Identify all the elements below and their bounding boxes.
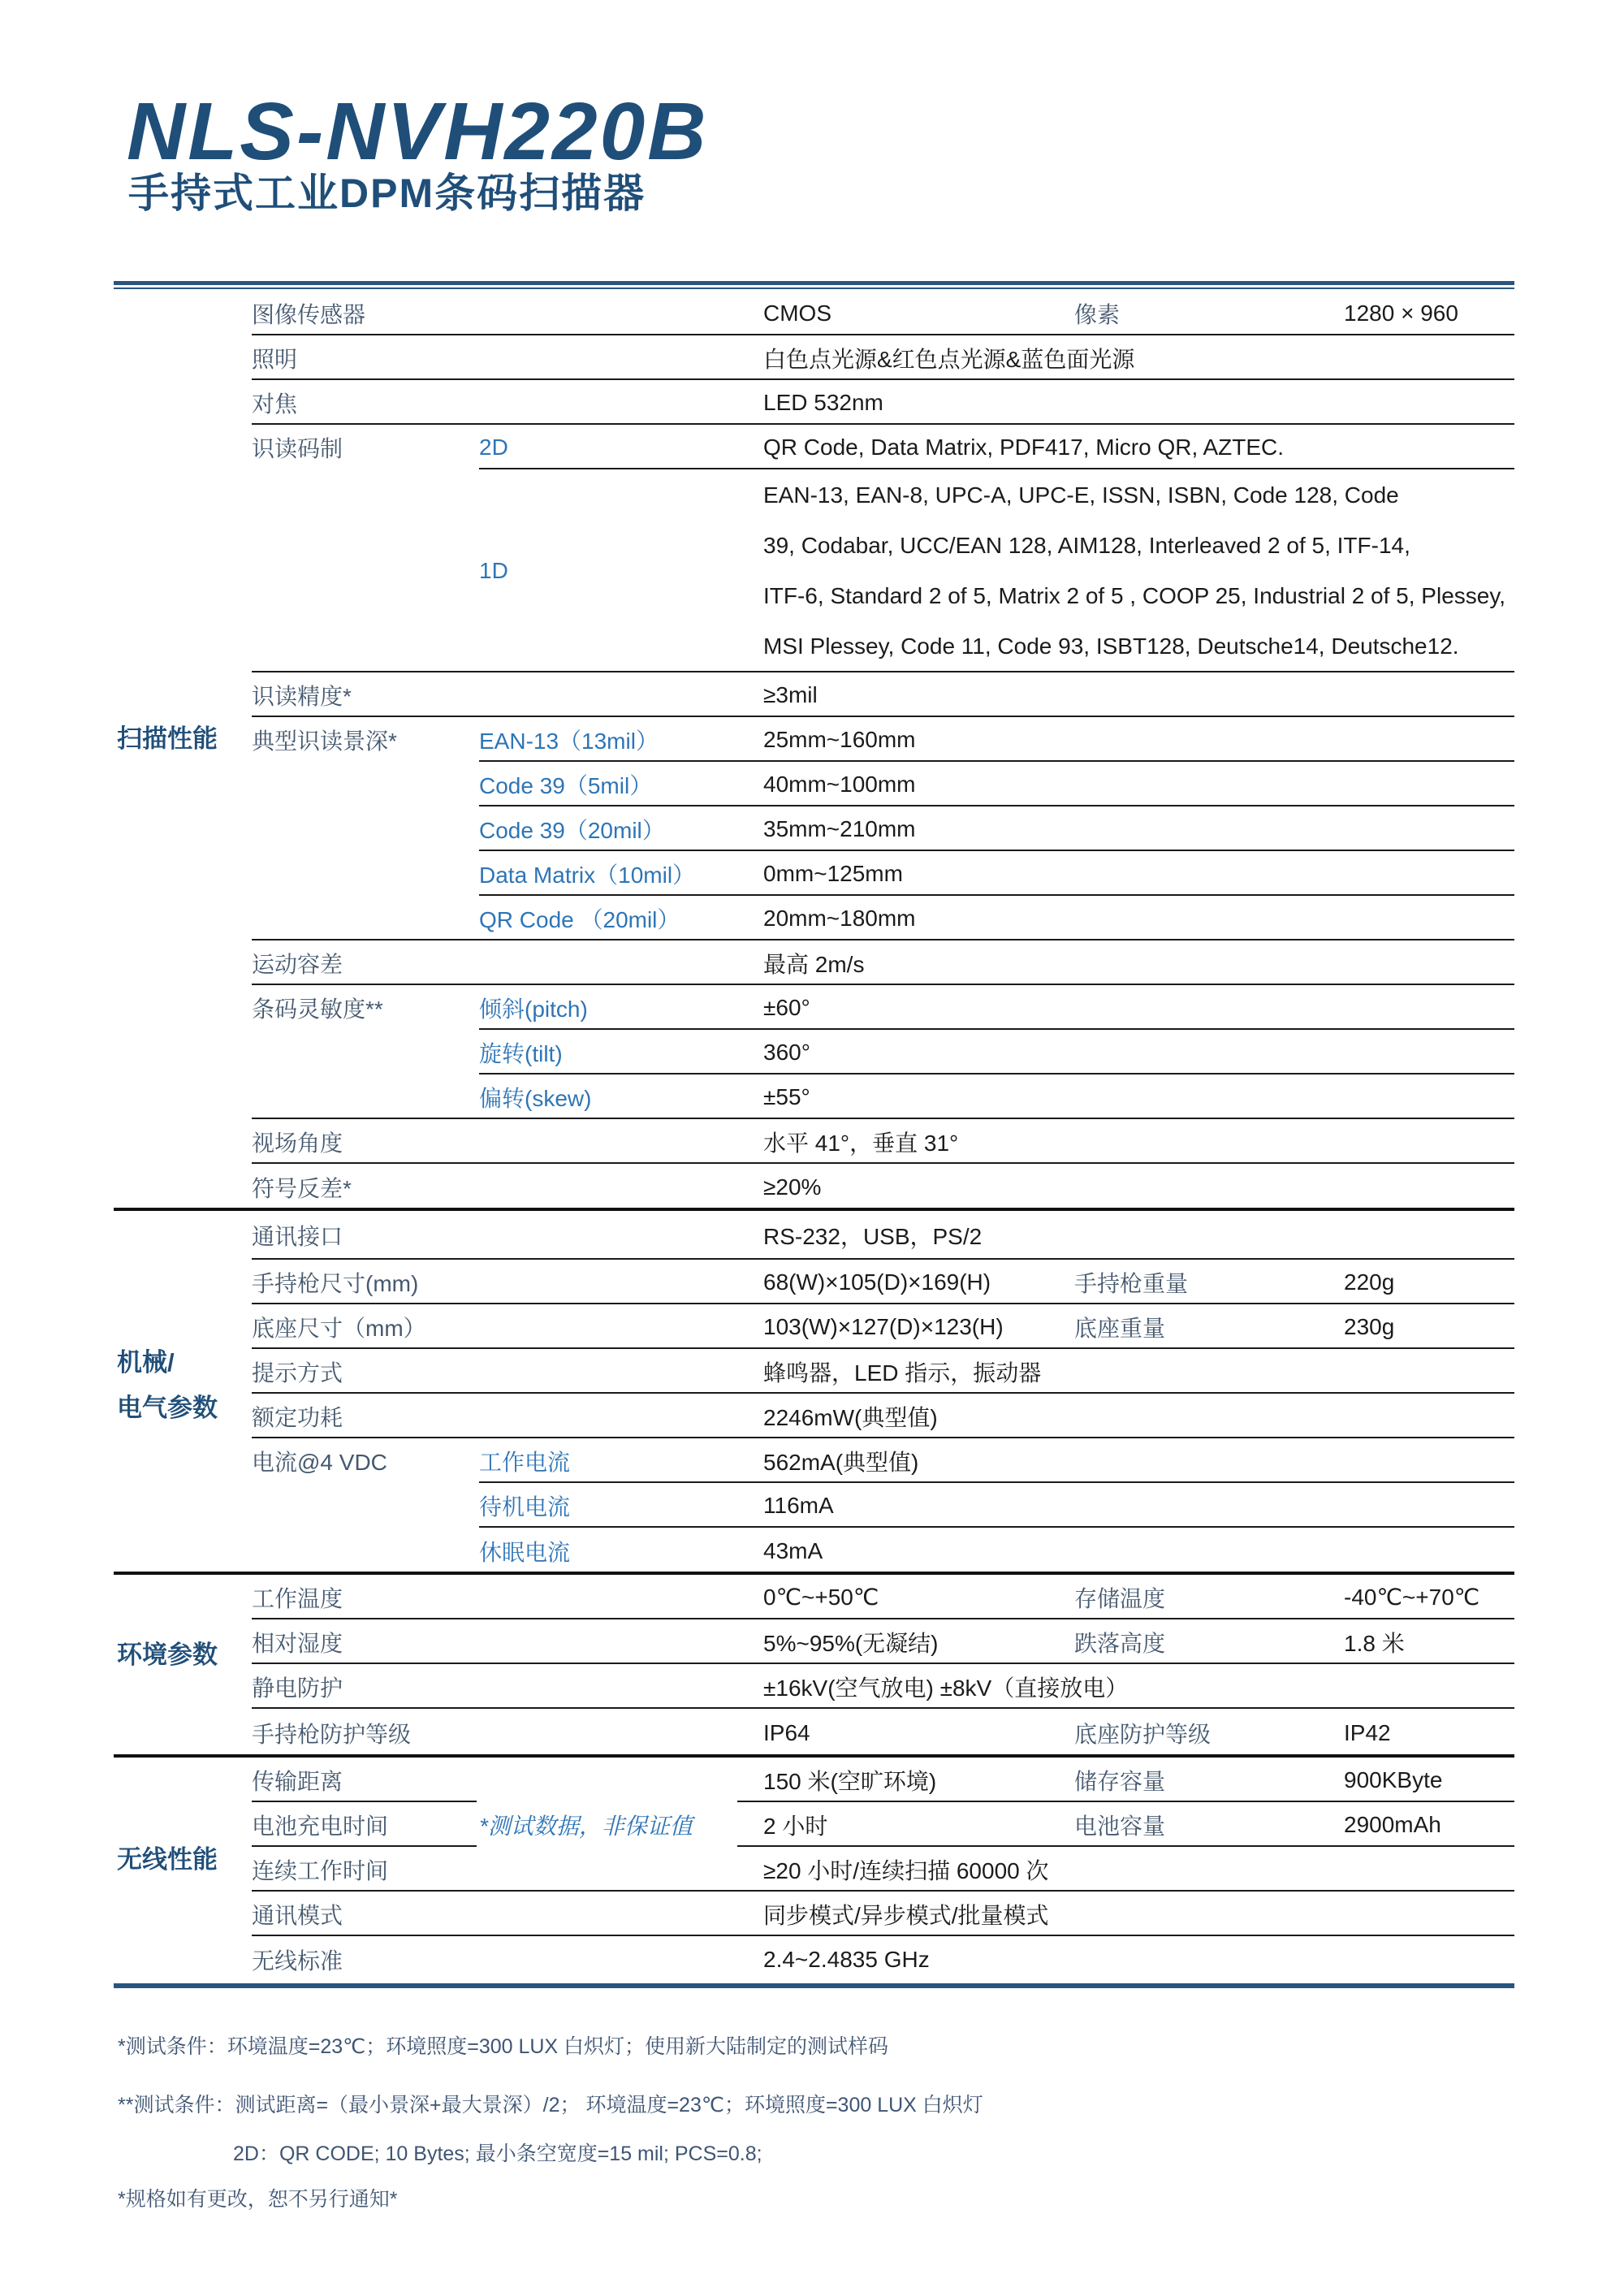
- section-label-text: 扫描性能: [117, 724, 218, 753]
- section-label-mechanical-electrical: [117, 1340, 218, 1431]
- row-value: 5%~95%(无凝结): [763, 1630, 939, 1656]
- row-sublabel: 待机电流: [479, 1494, 571, 1520]
- spec-row: [114, 335, 1514, 380]
- row-sublabel: 偏转(skew): [479, 1085, 592, 1111]
- row-value: 0℃~+50℃: [763, 1585, 879, 1610]
- row-value-line: MSI Plessey, Code 11, Code 93, ISBT128, Deutsche14, Deutsche12.: [763, 633, 1459, 659]
- row-label: 相对湿度: [252, 1630, 343, 1656]
- row-label: 传输距离: [252, 1768, 343, 1794]
- row-label-2: 存储温度: [1074, 1585, 1166, 1611]
- spec-row: [114, 1030, 1514, 1074]
- section-label-wireless-performance: [117, 1837, 218, 1883]
- row-note: *测试数据，非保证值: [479, 1813, 693, 1839]
- spec-row: [114, 1709, 1514, 1758]
- spec-row: [114, 1438, 1514, 1483]
- row-label: 电流@4 VDC: [252, 1449, 387, 1475]
- row-value: 40mm~100mm: [763, 771, 916, 797]
- row-label: 视场角度: [252, 1130, 343, 1156]
- row-label: 电池充电时间: [252, 1813, 389, 1839]
- row-value: 360°: [763, 1039, 810, 1065]
- row-value: 蜂鸣器，LED 指示，振动器: [763, 1360, 1042, 1386]
- spec-rows-container: [114, 281, 1514, 1983]
- section-label-text: 无线性能: [117, 1845, 218, 1874]
- row-value: ±16kV(空气放电) ±8kV（直接放电）: [763, 1675, 1129, 1701]
- row-value: ≥20%: [763, 1174, 822, 1200]
- row-value: 68(W)×105(D)×169(H): [763, 1269, 991, 1295]
- row-label: 识读精度*: [252, 683, 352, 709]
- footnote-test-conditions-2d: 2D：QR CODE; 10 Bytes; 最小条空宽度=15 mil; PCS=0.8;: [233, 2143, 762, 2165]
- spec-row: [114, 1211, 1514, 1260]
- spec-row: [114, 1892, 1514, 1936]
- spec-row: [114, 1164, 1514, 1211]
- row-label: 提示方式: [252, 1360, 343, 1386]
- row-label: 手持枪尺寸(mm): [252, 1270, 419, 1296]
- spec-row: [114, 762, 1514, 806]
- row-label: 通讯模式: [252, 1902, 343, 1928]
- row-value: 最高 2m/s: [763, 951, 865, 977]
- row-sublabel: 休眠电流: [479, 1540, 571, 1565]
- spec-row: [114, 1758, 1514, 1802]
- row-value: 25mm~160mm: [763, 726, 916, 752]
- product-subtitle: 手持式工业DPM条码扫描器: [128, 171, 646, 216]
- row-value: CMOS: [763, 300, 831, 326]
- row-value-line: ITF-6, Standard 2 of 5, Matrix 2 of 5 , COOP 25, Industrial 2 of 5, Plessey,: [763, 583, 1506, 608]
- row-value: ≥20 小时/连续扫描 60000 次: [763, 1857, 1049, 1883]
- row-sublabel: 工作电流: [479, 1449, 571, 1475]
- section-label-text: 环境参数: [117, 1641, 218, 1669]
- row-value: ≥3mil: [763, 681, 818, 707]
- row-sublabel: 2D: [479, 434, 508, 460]
- spec-row: [114, 1575, 1514, 1619]
- spec-row: [114, 291, 1514, 335]
- row-label: 符号反差*: [252, 1176, 352, 1201]
- row-label-2: 手持枪重量: [1074, 1270, 1189, 1296]
- row-label: 底座尺寸（mm）: [252, 1315, 426, 1341]
- row-label: 无线标准: [252, 1948, 343, 1974]
- row-value: QR Code, Data Matrix, PDF417, Micro QR, AZTEC.: [763, 434, 1285, 460]
- row-value-2: 220g: [1344, 1269, 1395, 1295]
- row-label: 条码灵敏度**: [252, 996, 383, 1022]
- row-sublabel: 1D: [479, 558, 508, 583]
- row-value: 0mm~125mm: [763, 860, 903, 886]
- row-sublabel: 旋转(tilt): [479, 1040, 563, 1066]
- spec-row: [114, 1304, 1514, 1349]
- row-label: 运动容差: [252, 951, 343, 977]
- spec-row: [114, 1074, 1514, 1119]
- spec-row: [114, 1119, 1514, 1164]
- row-value: ±60°: [763, 994, 810, 1020]
- spec-table: [114, 281, 1514, 1988]
- spec-row: [114, 469, 1514, 672]
- row-value: IP64: [763, 1720, 810, 1745]
- row-value: 35mm~210mm: [763, 815, 916, 841]
- row-label-2: 底座重量: [1074, 1315, 1166, 1341]
- row-label-2: 电池容量: [1074, 1813, 1166, 1839]
- row-value: 562mA(典型值): [763, 1449, 919, 1475]
- section-label-text: 机械/: [117, 1348, 175, 1377]
- spec-row: [114, 1802, 1514, 1847]
- row-value-2: 900KByte: [1344, 1766, 1443, 1792]
- row-value-2: -40℃~+70℃: [1344, 1585, 1480, 1610]
- spec-row: [114, 896, 1514, 940]
- row-value: LED 532nm: [763, 389, 883, 415]
- spec-row: [114, 1260, 1514, 1304]
- spec-row: [114, 1349, 1514, 1394]
- spec-row: [114, 940, 1514, 985]
- spec-row: [114, 1528, 1514, 1575]
- row-label: 通讯接口: [252, 1224, 343, 1249]
- row-value: 150 米(空旷环境): [763, 1768, 937, 1794]
- row-value: 白色点光源&红色点光源&蓝色面光源: [763, 346, 1135, 372]
- footnote-test-conditions-1: *测试条件：环境温度=23℃；环境照度=300 LUX 白炽灯；使用新大陆制定的测试样码: [118, 2035, 889, 2058]
- spec-row: [114, 1483, 1514, 1528]
- row-value-2: 1.8 米: [1344, 1630, 1405, 1656]
- row-value-2: 230g: [1344, 1313, 1395, 1339]
- row-value-line: 39, Codabar, UCC/EAN 128, AIM128, Interleaved 2 of 5, ITF-14,: [763, 533, 1410, 558]
- row-value: 2.4~2.4835 GHz: [763, 1947, 930, 1972]
- row-value-2: IP42: [1344, 1720, 1391, 1745]
- spec-row: [114, 1619, 1514, 1664]
- row-label: 额定功耗: [252, 1404, 343, 1430]
- row-label: 对焦: [252, 391, 298, 417]
- row-value-multiline: [763, 469, 1505, 672]
- spec-row: [114, 985, 1514, 1030]
- row-label: 识读码制: [252, 435, 343, 461]
- row-label-2: 跌落高度: [1074, 1630, 1166, 1656]
- row-label-2: 像素: [1074, 301, 1121, 327]
- row-value: 43mA: [763, 1538, 823, 1563]
- spec-row: [114, 380, 1514, 425]
- spec-row: [114, 672, 1514, 717]
- row-sublabel: Code 39（5mil）: [479, 772, 653, 798]
- spec-row: [114, 1847, 1514, 1892]
- row-sublabel: QR Code （20mil）: [479, 906, 680, 932]
- spec-row: [114, 1936, 1514, 1983]
- row-label: 典型识读景深*: [252, 728, 397, 754]
- row-sublabel: EAN-13（13mil）: [479, 728, 659, 754]
- row-sublabel: 倾斜(pitch): [479, 996, 588, 1022]
- row-value-2: 1280 × 960: [1344, 300, 1458, 326]
- row-label: 图像传感器: [252, 301, 366, 327]
- row-value-line: EAN-13, EAN-8, UPC-A, UPC-E, ISSN, ISBN, Code 128, Code: [763, 482, 1399, 508]
- spec-row: [114, 1394, 1514, 1438]
- footnote-test-conditions-2: **测试条件：测试距离=（最小景深+最大景深）/2； 环境温度=23℃；环境照度=300 LUX 白炽灯: [118, 2094, 983, 2117]
- footnote-spec-change-notice: *规格如有更改，恕不另行通知*: [118, 2188, 398, 2211]
- spec-row: [114, 851, 1514, 896]
- spec-row: [114, 1664, 1514, 1709]
- spec-row: [114, 717, 1514, 762]
- spec-row: [114, 806, 1514, 851]
- row-label-2: 储存容量: [1074, 1768, 1166, 1794]
- row-value: 103(W)×127(D)×123(H): [763, 1313, 1004, 1339]
- section-label-scan-performance: [117, 716, 218, 762]
- spec-row: [114, 425, 1514, 469]
- row-value: 水平 41°，垂直 31°: [763, 1130, 959, 1156]
- row-label-2: 底座防护等级: [1074, 1722, 1212, 1747]
- section-label-text: 电气参数: [117, 1394, 218, 1422]
- row-label: 连续工作时间: [252, 1857, 389, 1883]
- row-sublabel: Code 39（20mil）: [479, 817, 665, 843]
- product-model-title: NLS-NVH220B: [127, 86, 709, 177]
- row-label: 静电防护: [252, 1675, 343, 1701]
- row-value: 116mA: [763, 1492, 834, 1518]
- row-value: RS-232，USB，PS/2: [763, 1224, 983, 1249]
- row-label: 手持枪防护等级: [252, 1722, 412, 1747]
- row-value-2: 2900mAh: [1344, 1811, 1441, 1837]
- row-value: 2246mW(典型值): [763, 1404, 938, 1430]
- row-value: ±55°: [763, 1083, 810, 1109]
- row-sublabel: Data Matrix（10mil）: [479, 862, 696, 888]
- row-label: 照明: [252, 346, 298, 372]
- section-label-environment: [117, 1632, 218, 1678]
- row-value: 同步模式/异步模式/批量模式: [763, 1902, 1049, 1928]
- row-value: 2 小时: [763, 1813, 828, 1839]
- row-label: 工作温度: [252, 1585, 343, 1611]
- row-value: 20mm~180mm: [763, 905, 916, 931]
